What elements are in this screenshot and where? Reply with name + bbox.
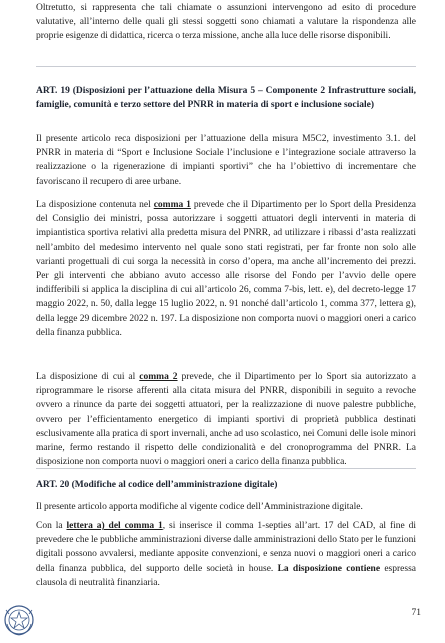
art20-paragraph-2 — [36, 519, 416, 590]
art19-p2-body: prevede che il Dipartimento per lo Sport della Presidenza del Consiglio dei ministri, possa autorizzare i soggetti attuatori degli interventi in materia di impiantistica sportiva relativi alla predetta misura del PNRR, ad utilizzare i ribassi d’asta realizzati nell’ambito del medesimo intervento nel quale sono stati registrati, per far fronte non solo alle varianti progettuali di cui sorga la necessità in corso d’opera, ma anche all’incremento dei prezzi. Per gli interventi che abbiano avuto accesso alle risorse del Fondo per l’avvio delle opere indifferibili si applica la disciplina di cui all’articolo 26, comma 7-bis, lett. e), del decreto-legge 17 maggio 2022, n. 50, dalla legge 15 luglio 2022, n. 91 nonché dall’articolo 1, comma 377, lettera g), della legge 29 dicembre 2022 n. 197. La disposizione non comporta nuovi o maggiori oneri a carico della finanza pubblica. — [36, 200, 417, 338]
art20-p2-end: espressa clausola di neutralità finanziaria. — [36, 563, 416, 588]
section-divider-bottom — [36, 468, 416, 469]
art19-p3-intro: La disposizione di cui al — [36, 372, 140, 382]
comma-1-reference: comma 1 — [153, 200, 191, 210]
art20-p2-body: , si inserisce il comma 1-septies all’art. 17 del CAD, al fine di prevedere che le pubbliche amministrazioni diverse dalle amministrazioni dello Stato per le funzioni digitali possono avvalersi, mediante apposite convenzioni, e senza nuovi o maggiori oneri a carico della finanza pubblica, del supporto delle società in house. — [36, 521, 417, 574]
art19-paragraph-3 — [36, 370, 416, 469]
art19-p3-body: prevede, che il Dipartimento per lo Sport sia autorizzato a riprogrammare le risorse afferenti alla citata misura del PNRR, disponibili in seguito a revoche ovvero a rinunce da parte dei soggetti attuatori, per la realizzazione di nuove palestre pubbliche, ovvero per l’efficientamento energetico di impianti sportivi di proprietà pubblica destinati esclusivamente alla pratica di sport invernali, anche ad uso scolastico, nei Comuni delle isole minori marine, fermo restando il rispetto delle condizionalità e del cronoprogramma del PNRR. La disposizione non comporta nuovi o maggiori oneri a carico della finanza pubblica. — [36, 372, 416, 468]
art20-heading: ART. 20 (Modifiche al codice dell’amministrazione digitale) — [36, 480, 278, 490]
section-divider-top — [36, 66, 416, 67]
art20-paragraph-1: Il presente articolo apporta modifiche al vigente codice dell’Amministrazione digitale. — [36, 502, 363, 512]
intro-paragraph: Oltretutto, si rappresenta che tali chiamate o assunzioni intervengono ad esito di procedure valutative, all’interno delle quali gli stessi soggetti sono chiamati a valutare la rispondenza alle proprie esigenze di didattica, ricerca o terza missione, anche alla luce delle risorse disponibili. — [36, 3, 416, 42]
republic-emblem-icon — [2, 600, 36, 638]
art20-p2-bold: La disposizione contiene — [277, 563, 381, 574]
art19-paragraph-1: Il presente articolo reca disposizioni per l’attuazione della misura M5C2, investimento 3.1. del PNRR in materia di “Sport e Inclusione Sociale l’inclusione e l’integrazione sociale attraverso la realizzazione o la rigenerazione di impianti sportivi” che ha l’obiettivo di incrementare che favoriscano il recupero di aree urbane. — [36, 134, 416, 187]
art19-heading: ART. 19 (Disposizioni per l’attuazione della Misura 5 – Componente 2 Infrastrutture sociali, famiglie, comunità e terzo settore del PNRR in materia di sport e inclusione sociale) — [36, 86, 416, 111]
comma-2-reference: comma 2 — [139, 372, 178, 382]
art19-p2-intro: La disposizione contenuta nel — [36, 200, 154, 210]
art20-p2-intro: Con la — [36, 521, 67, 531]
art19-paragraph-2 — [36, 198, 416, 340]
page-number: 71 — [411, 608, 421, 618]
lettera-a-reference: lettera a) del comma 1 — [66, 521, 163, 531]
